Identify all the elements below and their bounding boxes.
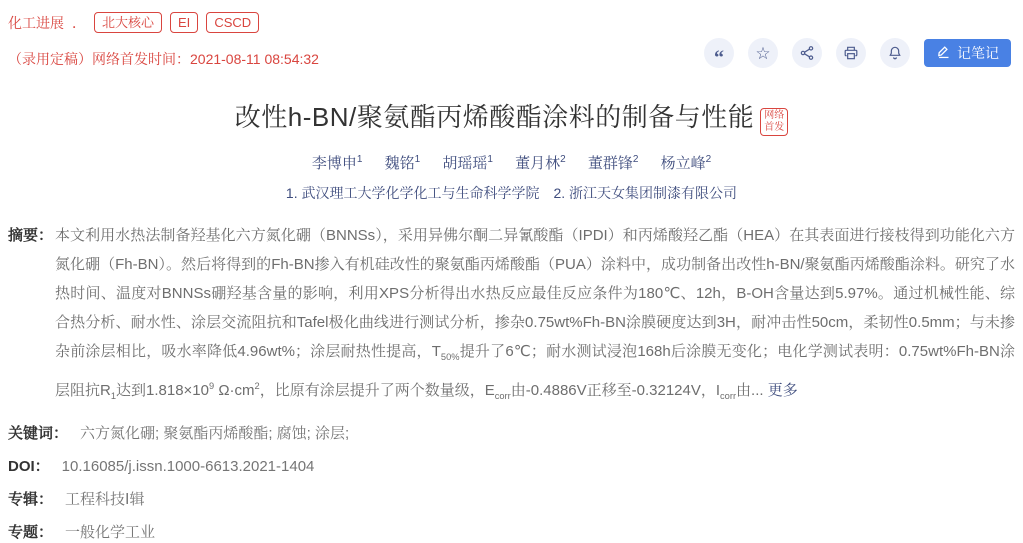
album-row — [8, 490, 1015, 510]
album-label: 专辑： — [8, 490, 54, 508]
note-button[interactable] — [924, 39, 1011, 67]
favorite-button[interactable] — [748, 38, 778, 68]
pencil-icon — [936, 44, 951, 62]
badge-pku-core[interactable]: 北大核心 — [94, 12, 162, 33]
badge-cscd[interactable]: CSCD — [206, 12, 259, 33]
journal-separator: ． — [72, 14, 86, 31]
topic-label: 专题： — [8, 523, 54, 541]
title-row — [0, 97, 1023, 136]
badge-ei[interactable]: EI — [170, 12, 198, 33]
abstract-section — [8, 221, 1015, 411]
share-button[interactable] — [792, 38, 822, 68]
note-button-label: 记笔记 — [957, 45, 999, 61]
author-link[interactable]: 杨立峰$^2$ — [660, 153, 712, 172]
topic-row — [8, 523, 1015, 543]
keywords-value: 六方氮化硼; 聚氨酯丙烯酸酯; 腐蚀; 涂层; — [80, 424, 350, 442]
online-first-badge — [760, 108, 788, 136]
keywords-label: 关键词： — [8, 424, 69, 442]
publish-info: （录用定稿）网络首发时间：2021-08-11 08:54:32 — [8, 51, 319, 67]
cite-button[interactable] — [704, 38, 734, 68]
author-link[interactable]: 胡瑶瑶$^1$ — [442, 153, 493, 172]
album-value: 工程科技Ⅰ辑 — [65, 490, 145, 508]
top-bar — [0, 0, 1023, 69]
online-first-badge-line2: 首发 — [764, 121, 785, 133]
author-link[interactable]: 魏铭$^1$ — [384, 153, 421, 172]
star-icon: ☆ — [755, 43, 771, 63]
quote-icon: “ — [714, 47, 724, 69]
author-link[interactable]: 董群锋$^2$ — [587, 153, 639, 172]
journal-row — [8, 12, 1013, 33]
more-link[interactable]: 更多 — [767, 381, 798, 399]
print-icon — [843, 45, 859, 61]
keywords-row — [8, 424, 1015, 444]
author-link[interactable]: 李博申$^1$ — [311, 153, 363, 172]
authors-row — [0, 152, 1023, 173]
alert-button[interactable] — [880, 38, 910, 68]
author-link[interactable]: 董月林$^2$ — [515, 153, 566, 172]
page-title: 改性h-BN/聚氨酯丙烯酸酯涂料的制备与性能 — [234, 102, 755, 132]
doi-label: DOI： — [8, 457, 50, 475]
print-button[interactable] — [836, 38, 866, 68]
doi-value: 10.16085/j.issn.1000-6613.2021-1404 — [61, 457, 315, 475]
doi-row — [8, 457, 1015, 477]
share-icon — [799, 45, 815, 61]
topic-value: 一般化学工业 — [65, 523, 156, 541]
bell-icon — [887, 45, 903, 61]
journal-name-link[interactable]: 化工进展 — [8, 14, 64, 31]
abstract-text: 本文利用水热法制备羟基化六方氮化硼（BNNSs），采用异佛尔酮二异氰酸酯（IPDI）和丙烯酸羟乙酯（HEA）在其表面进行接枝得到功能化六方氮化硼（Fh-BN）。然后将得到的Fh-BN掺入有机硅改性的聚氨酯丙烯酸酯（PUA）涂料中，成功制备出改性h-BN/聚氨酯丙烯酸酯涂料。研究了水热时间、温度对BNNSs硼羟基含量的影响，利用XPS分析得出水热反应最佳反应条件为180℃、12h，B-OH含量达到5.97%。通过机械性能、综合热分析、耐水性、涂层交流阻抗和Tafel极化曲线进行测试分析，掺杂0.75wt%Fh-BN涂膜硬度达到3H，耐冲击性50cm，柔韧性0.5mm；与未掺杂前涂层相比，吸水率降低4.96wt%；涂层耐热性提高，$T_{50\%}$提升了6℃；耐水测试浸泡168h后涂膜无变化；电化学测试表明：0.75wt%Fh-BN涂层阻抗$R_1$达到$1.818\times 10^9$ $\Omega\cdot cm^2$，比原有涂层提升了两个数量级，$E_{corr}$由-0.4886V正移至-0.32124V，$I_{corr}$由... 更多 — [55, 226, 1015, 401]
action-toolbar — [704, 38, 1011, 68]
online-first-badge-line1: 网络 — [764, 109, 785, 121]
abstract-label: 摘要： — [8, 226, 54, 244]
affiliations: 1. 武汉理工大学化学化工与生命科学学院 2. 浙江天女集团制漆有限公司 — [285, 184, 738, 201]
